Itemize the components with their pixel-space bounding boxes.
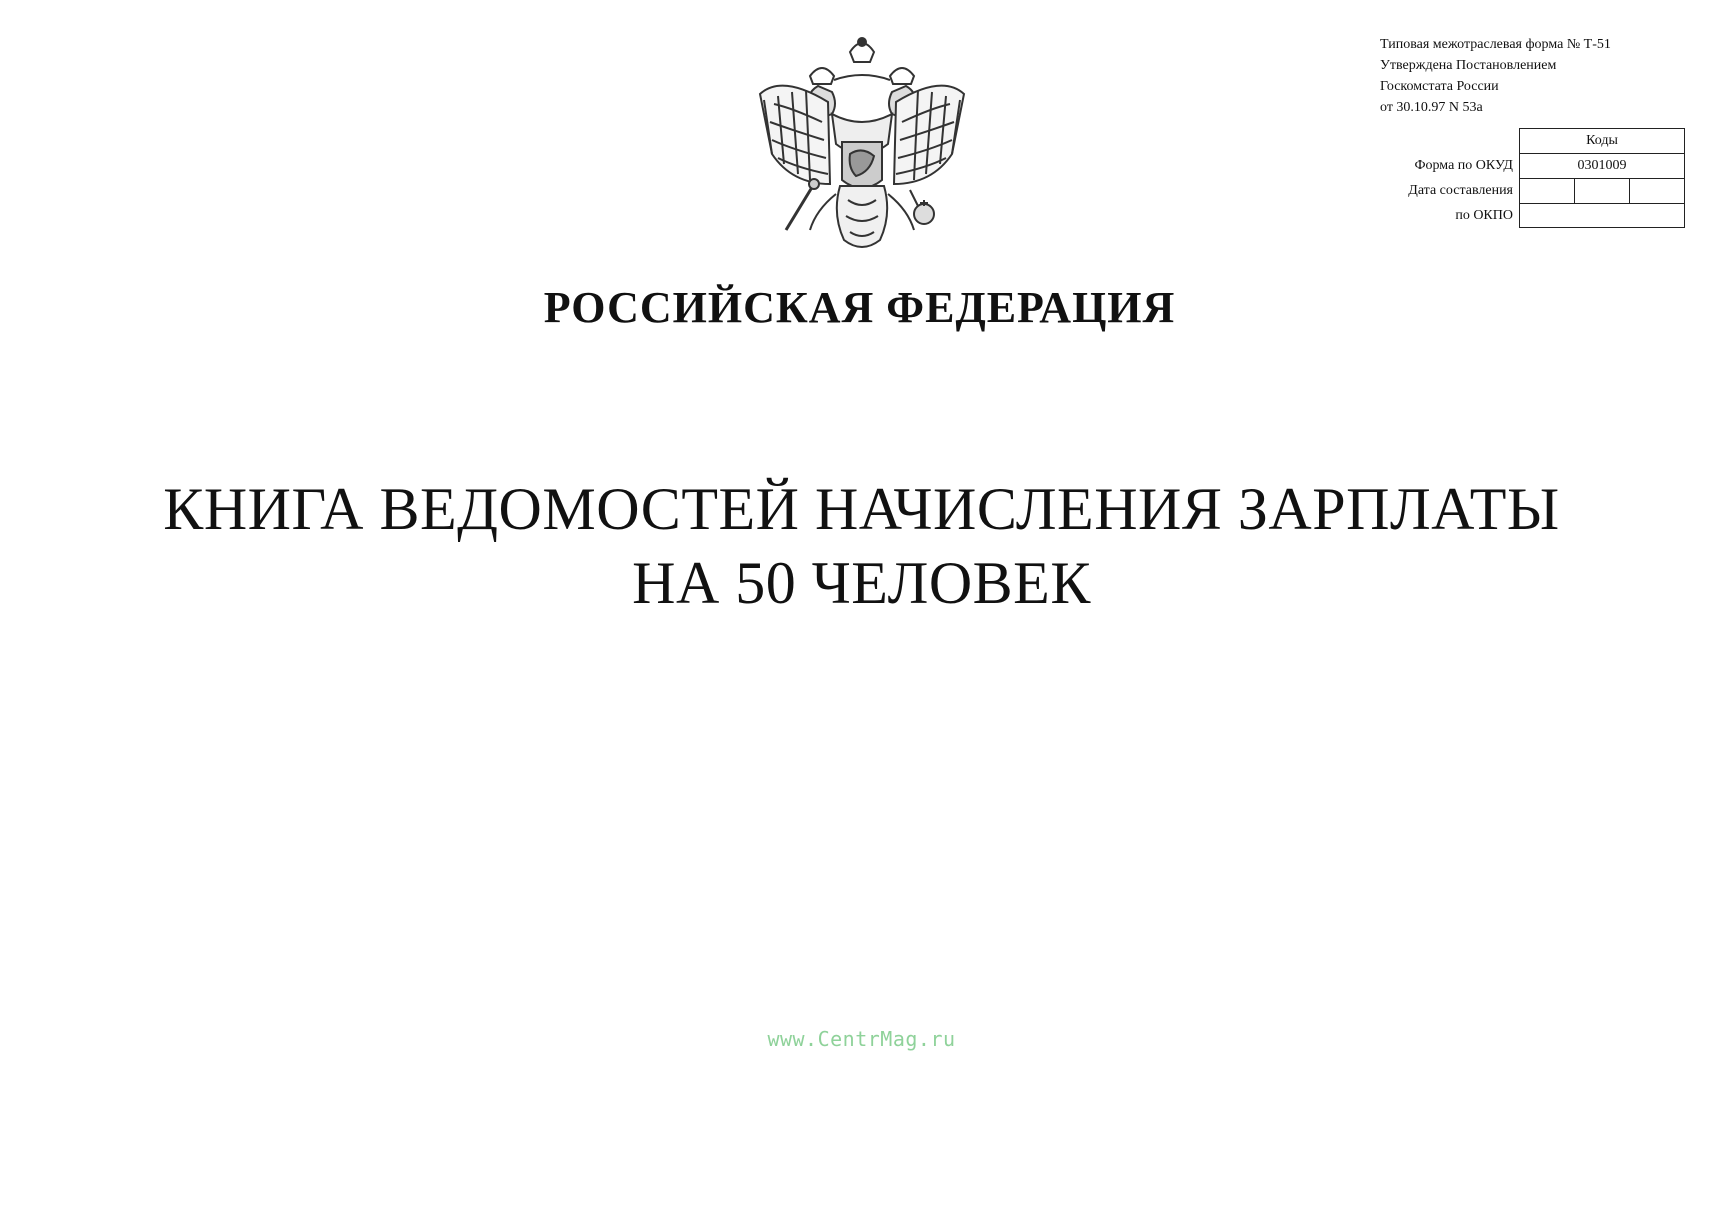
coat-of-arms-icon bbox=[752, 34, 972, 266]
codes-label-okud: Форма по ОКУД bbox=[1414, 158, 1513, 173]
form-info-line: Госкомстата России bbox=[1380, 79, 1499, 94]
form-info-line: Типовая межотраслевая форма № Т-51 bbox=[1380, 37, 1611, 52]
okpo-code-field[interactable] bbox=[1519, 203, 1685, 228]
codes-label-date: Дата составления bbox=[1408, 183, 1513, 198]
document-title bbox=[0, 472, 1723, 620]
date-day-cell[interactable] bbox=[1520, 179, 1575, 203]
codes-row-date bbox=[1370, 178, 1685, 203]
okud-code-field[interactable]: 0301009 bbox=[1519, 153, 1685, 178]
date-year-cell[interactable] bbox=[1630, 179, 1684, 203]
codes-header: Коды bbox=[1519, 128, 1685, 153]
form-info-line: Утверждена Постановлением bbox=[1380, 58, 1557, 73]
document-title-line2: НА 50 ЧЕЛОВЕК bbox=[632, 550, 1091, 616]
date-month-cell[interactable] bbox=[1575, 179, 1630, 203]
date-field[interactable] bbox=[1519, 178, 1685, 203]
codes-table bbox=[1370, 128, 1685, 228]
codes-row-okpo bbox=[1370, 203, 1685, 228]
form-info-line: от 30.10.97 N 53а bbox=[1380, 100, 1483, 115]
codes-label-okpo: по ОКПО bbox=[1455, 208, 1513, 223]
form-approval-info bbox=[1380, 34, 1611, 118]
codes-row-okud bbox=[1370, 153, 1685, 178]
document-title-line1: КНИГА ВЕДОМОСТЕЙ НАЧИСЛЕНИЯ ЗАРПЛАТЫ bbox=[163, 476, 1560, 542]
codes-header-row bbox=[1370, 128, 1685, 153]
country-name-heading: РОССИЙСКАЯ ФЕДЕРАЦИЯ bbox=[543, 283, 1176, 332]
website-watermark: www.CentrMag.ru bbox=[767, 1027, 956, 1051]
